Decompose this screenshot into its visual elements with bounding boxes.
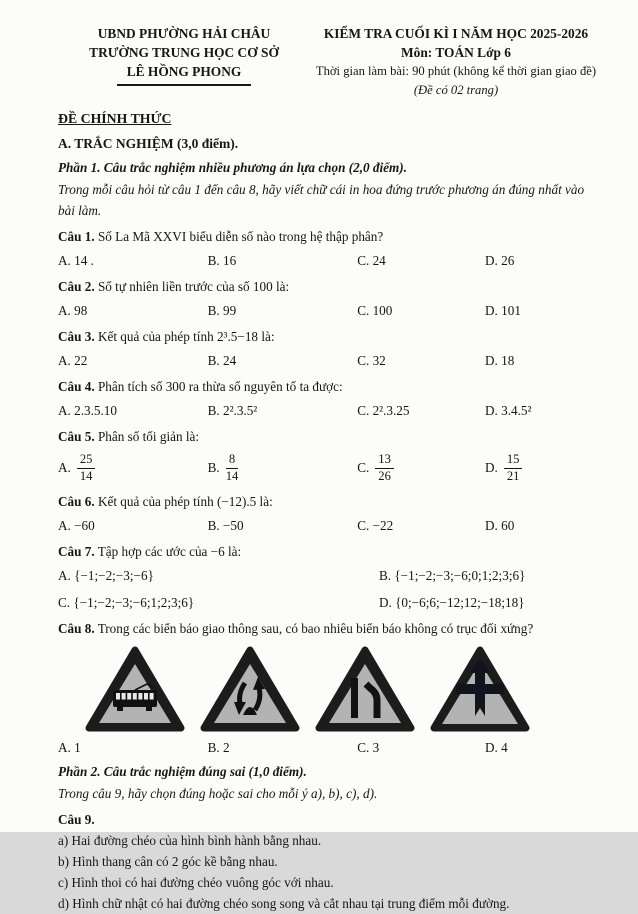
org-line1: UBND PHƯỜNG HẢI CHÂU	[97, 26, 271, 41]
exam-duration: Thời gian làm bài: 90 phút (không kể thời gian giao đề)	[315, 64, 597, 78]
answer-option: C. 2².3.25	[357, 403, 410, 418]
section-a-title: A. TRẮC NGHIỆM (3,0 điểm).	[58, 136, 239, 151]
question-4	[58, 376, 602, 421]
statement-d: d) Hình chữ nhật có hai đường chéo song song và cắt nhau tại trung điểm mỗi đường.	[58, 896, 510, 911]
answer-option: A. {−1;−2;−3;−6}	[58, 568, 154, 583]
question-1	[58, 226, 602, 271]
question-label: Câu 4.	[58, 379, 95, 394]
question-text: Phân số tối giản là:	[97, 429, 200, 444]
statement-c: c) Hình thoi có hai đường chéo vuông góc với nhau.	[58, 875, 334, 890]
answer-option: D. {0;−6;6;−12;12;−18;18}	[378, 595, 525, 610]
exam-pages-note: (Đề có 02 trang)	[413, 83, 499, 97]
question-label: Câu 7.	[58, 544, 95, 559]
answer-option: B. −50	[207, 518, 244, 533]
answer-option: B. 24	[207, 353, 237, 368]
answer-option: D. 18	[485, 353, 515, 368]
question-2	[58, 276, 602, 321]
answer-option: C. −22	[357, 518, 394, 533]
answer-option: C. 100	[357, 303, 393, 318]
answer-option: B. 2	[207, 740, 230, 755]
answer-option: A. 14 .	[58, 253, 94, 268]
answer-option: B. 2².3.5²	[207, 403, 258, 418]
question-label: Câu 3.	[58, 329, 95, 344]
exam-title: KIỂM TRA CUỐI KÌ I NĂM HỌC 2025-2026	[323, 26, 589, 41]
answer-option-fraction	[357, 450, 485, 486]
answer-option: A. 2.3.5.10	[58, 403, 117, 418]
two-way-arrows-sign-icon	[199, 644, 301, 734]
exam-subject: Môn: TOÁN Lớp 6	[401, 45, 511, 60]
answer-option: C. {−1;−2;−3;−6;1;2;3;6}	[58, 595, 195, 610]
answer-option: B. {−1;−2;−3;−6;0;1;2;3;6}	[378, 568, 526, 583]
traffic-signs-figure	[84, 644, 602, 734]
answer-option: C. 3	[357, 740, 380, 755]
question-text: Kết quả của phép tính (−12).5 là:	[97, 494, 273, 509]
answer-option-fraction	[58, 450, 208, 486]
crossroads-sign-icon	[429, 644, 531, 734]
question-text: Phân tích số 300 ra thừa số nguyên tố ta được:	[97, 379, 343, 394]
answer-option: C. 24	[357, 253, 386, 268]
fraction: $\frac{13}{26}$	[375, 452, 394, 484]
statement-a: a) Hai đường chéo của hình bình hành bằng nhau.	[58, 833, 322, 848]
answer-option: D. 26	[485, 253, 515, 268]
part2-title: Phần 2. Câu trắc nghiệm đúng sai (1,0 điểm).	[58, 764, 307, 779]
answer-option: A. 22	[58, 353, 88, 368]
answer-option: B. 99	[207, 303, 237, 318]
org-line2: TRƯỜNG TRUNG HỌC CƠ SỞ	[89, 45, 279, 60]
question-text: Kết quả của phép tính 2³.5−18 là:	[97, 329, 275, 344]
question-8	[58, 618, 602, 758]
answer-option: D. 4	[485, 740, 508, 755]
question-9	[58, 809, 602, 914]
question-label: Câu 1.	[58, 229, 95, 244]
question-label: Câu 2.	[58, 279, 95, 294]
fraction: $\frac{25}{14}$	[77, 452, 96, 484]
question-label: Câu 6.	[58, 494, 95, 509]
answer-option: A. 98	[58, 303, 88, 318]
issuing-organization	[58, 24, 310, 100]
question-label: Câu 9.	[58, 812, 95, 827]
question-text: Tập hợp các ước của −6 là:	[97, 544, 242, 559]
question-label: Câu 5.	[58, 429, 95, 444]
option-letter: D.	[485, 460, 498, 475]
part2-instruction: Trong câu 9, hãy chọn đúng hoặc sai cho mỗi ý a), b), c), d).	[58, 786, 378, 801]
school-name: LÊ HỒNG PHONG	[117, 62, 252, 86]
answer-option: A. −60	[58, 518, 95, 533]
answer-option: D. 3.4.5²	[485, 403, 532, 418]
part1-title: Phần 1. Câu trắc nghiệm nhiều phương án lựa chọn (2,0 điểm).	[58, 160, 407, 175]
option-letter: B.	[207, 460, 220, 475]
question-7	[58, 541, 602, 613]
document-header	[58, 24, 602, 100]
fraction: $\frac{15}{21}$	[504, 452, 523, 484]
question-text: Trong các biển báo giao thông sau, có bao nhiêu biển báo không có trục đối xứng?	[97, 621, 534, 636]
question-5	[58, 426, 602, 486]
option-letter: C.	[357, 460, 370, 475]
answer-option: C. 32	[357, 353, 386, 368]
answer-option: D. 60	[485, 518, 515, 533]
question-text: Số La Mã XXVI biểu diễn số nào trong hệ thập phân?	[97, 229, 384, 244]
answer-option-fraction	[485, 450, 602, 486]
answer-option: B. 16	[207, 253, 237, 268]
official-exam-label: ĐỀ CHÍNH THỨC	[58, 111, 172, 126]
road-narrows-sign-icon	[314, 644, 416, 734]
exam-info	[310, 24, 602, 100]
option-letter: A.	[58, 460, 71, 475]
statement-b: b) Hình thang cân có 2 góc kề bằng nhau.	[58, 854, 278, 869]
answer-option-fraction	[208, 450, 358, 486]
question-text: Số tự nhiên liền trước của số 100 là:	[97, 279, 290, 294]
fraction: $\frac{8}{14}$	[225, 452, 239, 483]
part1-instruction: Trong mỗi câu hỏi từ câu 1 đến câu 8, hãy viết chữ cái in hoa đứng trước phương án đúng nhất vào bài làm.	[58, 182, 585, 218]
answer-option: A. 1	[58, 740, 81, 755]
tram-crossing-sign-icon	[84, 644, 186, 734]
question-3	[58, 326, 602, 371]
question-label: Câu 8.	[58, 621, 95, 636]
question-6	[58, 491, 602, 536]
answer-option: D. 101	[485, 303, 521, 318]
